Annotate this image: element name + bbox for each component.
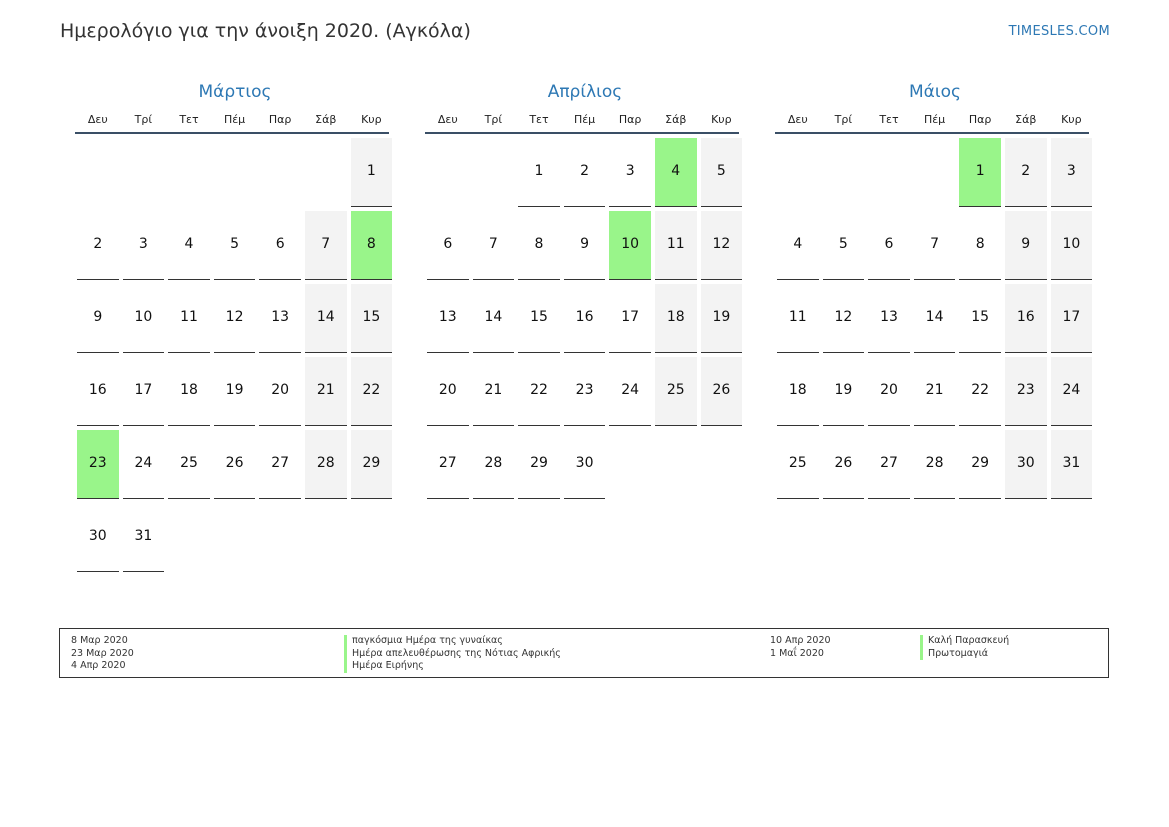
month-march bbox=[77, 82, 393, 572]
holiday-legend bbox=[59, 628, 1109, 678]
empty-cell bbox=[473, 138, 515, 207]
day-cell: 26 bbox=[214, 430, 256, 499]
day-cell: 28 bbox=[473, 430, 515, 499]
day-cell: 19 bbox=[823, 357, 865, 426]
legend-date: 1 Μαΐ 2020 bbox=[770, 647, 824, 659]
holiday-day-cell: 8 bbox=[351, 211, 393, 280]
day-cell: 16 bbox=[77, 357, 119, 426]
day-cell: 15 bbox=[518, 284, 560, 353]
weekday-label: Πέμ bbox=[223, 113, 246, 126]
day-cell: 11 bbox=[777, 284, 819, 353]
empty-cell bbox=[123, 138, 165, 207]
empty-cell bbox=[868, 138, 910, 207]
legend-date: 10 Απρ 2020 bbox=[770, 635, 831, 646]
empty-cell bbox=[427, 138, 469, 207]
day-cell: 13 bbox=[868, 284, 910, 353]
month-name: Μάρτιος bbox=[198, 82, 272, 102]
page-title: Ημερολόγιο για την άνοιξη 2020. (Αγκόλα) bbox=[60, 20, 471, 42]
day-cell: 15 bbox=[959, 284, 1001, 353]
holiday-day-cell: 1 bbox=[959, 138, 1001, 207]
legend-dates-right bbox=[770, 635, 831, 660]
day-cell: 7 bbox=[305, 211, 347, 280]
weekday-label: Τρί bbox=[484, 113, 503, 126]
month-name: Απρίλιος bbox=[547, 82, 623, 102]
day-cell: 30 bbox=[564, 430, 606, 499]
day-cell: 6 bbox=[868, 211, 910, 280]
site-link[interactable]: TIMESLES.COM bbox=[1008, 24, 1110, 39]
day-cell: 14 bbox=[473, 284, 515, 353]
day-cell: 14 bbox=[305, 284, 347, 353]
day-cell: 13 bbox=[427, 284, 469, 353]
day-cell: 23 bbox=[564, 357, 606, 426]
day-cell: 29 bbox=[959, 430, 1001, 499]
day-cell: 1 bbox=[518, 138, 560, 207]
day-cell: 29 bbox=[518, 430, 560, 499]
legend-date: 4 Απρ 2020 bbox=[71, 660, 126, 671]
day-cell: 21 bbox=[914, 357, 956, 426]
weekday-label: Δευ bbox=[437, 113, 458, 126]
day-cell: 25 bbox=[655, 357, 697, 426]
day-cell: 24 bbox=[609, 357, 651, 426]
weekday-label: Δευ bbox=[787, 113, 808, 126]
day-cell: 27 bbox=[427, 430, 469, 499]
day-cell: 22 bbox=[959, 357, 1001, 426]
weekday-label: Πέμ bbox=[573, 113, 596, 126]
days-grid bbox=[777, 138, 1093, 499]
day-cell: 25 bbox=[777, 430, 819, 499]
day-cell: 20 bbox=[427, 357, 469, 426]
day-cell: 5 bbox=[214, 211, 256, 280]
empty-cell bbox=[305, 138, 347, 207]
day-cell: 12 bbox=[823, 284, 865, 353]
weekday-label: Σάβ bbox=[315, 113, 337, 126]
legend-holiday-name: Ημέρα Ειρήνης bbox=[344, 660, 561, 673]
month-may bbox=[777, 82, 1093, 499]
day-cell: 5 bbox=[701, 138, 743, 207]
day-cell: 18 bbox=[655, 284, 697, 353]
day-cell: 13 bbox=[259, 284, 301, 353]
weekday-header bbox=[775, 108, 1089, 134]
legend-date: 8 Μαρ 2020 bbox=[71, 635, 128, 646]
days-grid bbox=[77, 138, 393, 572]
day-cell: 18 bbox=[168, 357, 210, 426]
day-cell: 3 bbox=[123, 211, 165, 280]
empty-cell bbox=[823, 138, 865, 207]
legend-date: 23 Μαρ 2020 bbox=[71, 647, 134, 659]
day-cell: 20 bbox=[259, 357, 301, 426]
weekday-label: Κυρ bbox=[711, 113, 732, 126]
weekday-header bbox=[75, 108, 389, 134]
day-cell: 16 bbox=[1005, 284, 1047, 353]
day-cell: 8 bbox=[959, 211, 1001, 280]
day-cell: 15 bbox=[351, 284, 393, 353]
day-cell: 16 bbox=[564, 284, 606, 353]
day-cell: 23 bbox=[1005, 357, 1047, 426]
day-cell: 27 bbox=[868, 430, 910, 499]
day-cell: 8 bbox=[518, 211, 560, 280]
day-cell: 17 bbox=[609, 284, 651, 353]
day-cell: 3 bbox=[1051, 138, 1093, 207]
empty-cell bbox=[259, 138, 301, 207]
day-cell: 18 bbox=[777, 357, 819, 426]
day-cell: 28 bbox=[305, 430, 347, 499]
day-cell: 7 bbox=[473, 211, 515, 280]
day-cell: 11 bbox=[655, 211, 697, 280]
legend-holiday-name: παγκόσμια Ημέρα της γυναίκας bbox=[344, 635, 561, 648]
day-cell: 30 bbox=[77, 503, 119, 572]
weekday-label: Δευ bbox=[87, 113, 108, 126]
weekday-label: Σάβ bbox=[665, 113, 687, 126]
day-cell: 26 bbox=[701, 357, 743, 426]
month-name: Μάιος bbox=[908, 82, 961, 102]
day-cell: 9 bbox=[1005, 211, 1047, 280]
empty-cell bbox=[77, 138, 119, 207]
legend-dates-left bbox=[71, 635, 134, 673]
day-cell: 30 bbox=[1005, 430, 1047, 499]
day-cell: 10 bbox=[1051, 211, 1093, 280]
legend-names-right bbox=[920, 635, 1009, 660]
day-cell: 5 bbox=[823, 211, 865, 280]
day-cell: 14 bbox=[914, 284, 956, 353]
days-grid bbox=[427, 138, 743, 499]
legend-holiday-name: Ημέρα απελευθέρωσης της Νότιας Αφρικής bbox=[344, 648, 561, 661]
day-cell: 29 bbox=[351, 430, 393, 499]
holiday-day-cell: 23 bbox=[77, 430, 119, 499]
day-cell: 31 bbox=[123, 503, 165, 572]
legend-holiday-name: Πρωτομαγιά bbox=[920, 648, 1009, 661]
day-cell: 26 bbox=[823, 430, 865, 499]
weekday-label: Τετ bbox=[879, 113, 899, 126]
day-cell: 10 bbox=[123, 284, 165, 353]
day-cell: 21 bbox=[305, 357, 347, 426]
legend-names-left bbox=[344, 635, 561, 673]
empty-cell bbox=[777, 138, 819, 207]
empty-cell bbox=[914, 138, 956, 207]
holiday-day-cell: 4 bbox=[655, 138, 697, 207]
weekday-label: Τρί bbox=[834, 113, 853, 126]
day-cell: 6 bbox=[259, 211, 301, 280]
holiday-day-cell: 10 bbox=[609, 211, 651, 280]
weekday-label: Παρ bbox=[268, 113, 292, 126]
day-cell: 2 bbox=[564, 138, 606, 207]
day-cell: 2 bbox=[1005, 138, 1047, 207]
day-cell: 12 bbox=[701, 211, 743, 280]
day-cell: 3 bbox=[609, 138, 651, 207]
weekday-header bbox=[425, 108, 739, 134]
weekday-label: Παρ bbox=[968, 113, 992, 126]
day-cell: 4 bbox=[168, 211, 210, 280]
day-cell: 12 bbox=[214, 284, 256, 353]
day-cell: 9 bbox=[564, 211, 606, 280]
weekday-label: Κυρ bbox=[361, 113, 382, 126]
day-cell: 19 bbox=[214, 357, 256, 426]
day-cell: 25 bbox=[168, 430, 210, 499]
day-cell: 11 bbox=[168, 284, 210, 353]
day-cell: 7 bbox=[914, 211, 956, 280]
day-cell: 27 bbox=[259, 430, 301, 499]
weekday-label: Τρί bbox=[134, 113, 153, 126]
day-cell: 17 bbox=[1051, 284, 1093, 353]
day-cell: 31 bbox=[1051, 430, 1093, 499]
weekday-label: Τετ bbox=[179, 113, 199, 126]
day-cell: 2 bbox=[77, 211, 119, 280]
day-cell: 22 bbox=[518, 357, 560, 426]
day-cell: 28 bbox=[914, 430, 956, 499]
day-cell: 22 bbox=[351, 357, 393, 426]
day-cell: 21 bbox=[473, 357, 515, 426]
day-cell: 9 bbox=[77, 284, 119, 353]
day-cell: 6 bbox=[427, 211, 469, 280]
day-cell: 24 bbox=[1051, 357, 1093, 426]
weekday-label: Πέμ bbox=[923, 113, 946, 126]
legend-holiday-name: Καλή Παρασκευή bbox=[920, 635, 1009, 648]
day-cell: 4 bbox=[777, 211, 819, 280]
day-cell: 1 bbox=[351, 138, 393, 207]
empty-cell bbox=[168, 138, 210, 207]
empty-cell bbox=[214, 138, 256, 207]
day-cell: 24 bbox=[123, 430, 165, 499]
weekday-label: Σάβ bbox=[1015, 113, 1037, 126]
day-cell: 20 bbox=[868, 357, 910, 426]
weekday-label: Κυρ bbox=[1061, 113, 1082, 126]
day-cell: 19 bbox=[701, 284, 743, 353]
weekday-label: Παρ bbox=[618, 113, 642, 126]
weekday-label: Τετ bbox=[529, 113, 549, 126]
month-april bbox=[427, 82, 743, 499]
day-cell: 17 bbox=[123, 357, 165, 426]
